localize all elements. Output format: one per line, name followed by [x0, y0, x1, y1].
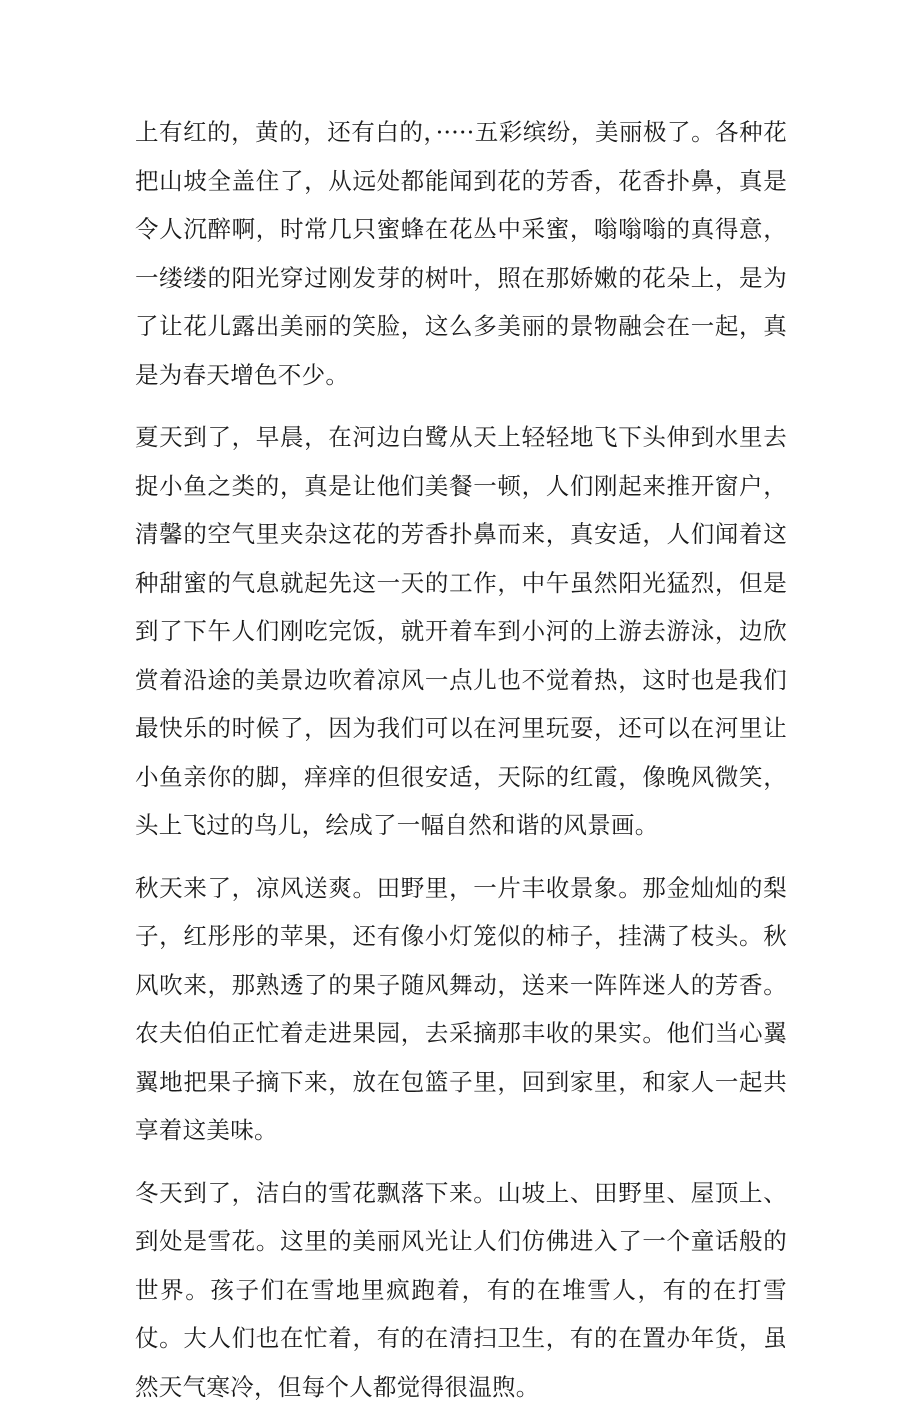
paragraph-autumn: 秋天来了，凉风送爽。田野里，一片丰收景象。那金灿灿的梨子，红彤彤的苹果，还有像小灯笼似的柿子，挂满了枝头。秋风吹来，那熟透了的果子随风舞动，送来一阵阵迷人的芳香。农夫伯伯正忙着走进果园，去采摘那丰收的果实。他们当心翼翼地把果子摘下来，放在包篮子里，回到家里，和家人一起共享着这美味。 — [135, 873, 787, 1144]
paragraph-spring: 上有红的，黄的，还有白的，·····五彩缤纷，美丽极了。各种花把山坡全盖住了，从远处都能闻到花的芳香，花香扑鼻，真是令人沉醉啊，时常几只蜜蜂在花丛中采蜜，嗡嗡嗡的真得意，一缕缕的阳光穿过刚发芽的树叶，照在那娇嫩的花朵上，是为了让花儿露出美丽的笑脸，这么多美丽的景物融会在一起，真是为春天增色不少。 — [135, 118, 787, 389]
document-page — [135, 108, 787, 1425]
paragraph-winter: 冬天到了，洁白的雪花飘落下来。山坡上、田野里、屋顶上、到处是雪花。这里的美丽风光让人们仿佛进入了一个童话般的世界。孩子们在雪地里疯跑着，有的在堆雪人，有的在打雪仗。大人们也在忙着，有的在清扫卫生，有的在置办年货，虽然天气寒冷，但每个人都觉得很温煦。 — [135, 1178, 787, 1401]
paragraph-summer: 夏天到了，早晨，在河边白鹭从天上轻轻地飞下头伸到水里去捉小鱼之类的，真是让他们美餐一顿，人们刚起来推开窗户，清馨的空气里夹杂这花的芳香扑鼻而来，真安适，人们闻着这种甜蜜的气息就起先这一天的工作，中午虽然阳光猛烈，但是到了下午人们刚吃完饭，就开着车到小河的上游去游泳，边欣赏着沿途的美景边吹着凉风一点儿也不觉着热，这时也是我们最快乐的时候了，因为我们可以在河里玩耍，还可以在河里让小鱼亲你的脚，痒痒的但很安适，天际的红霞，像晚风微笑，头上飞过的鸟儿，绘成了一幅自然和谐的风景画。 — [135, 423, 787, 839]
